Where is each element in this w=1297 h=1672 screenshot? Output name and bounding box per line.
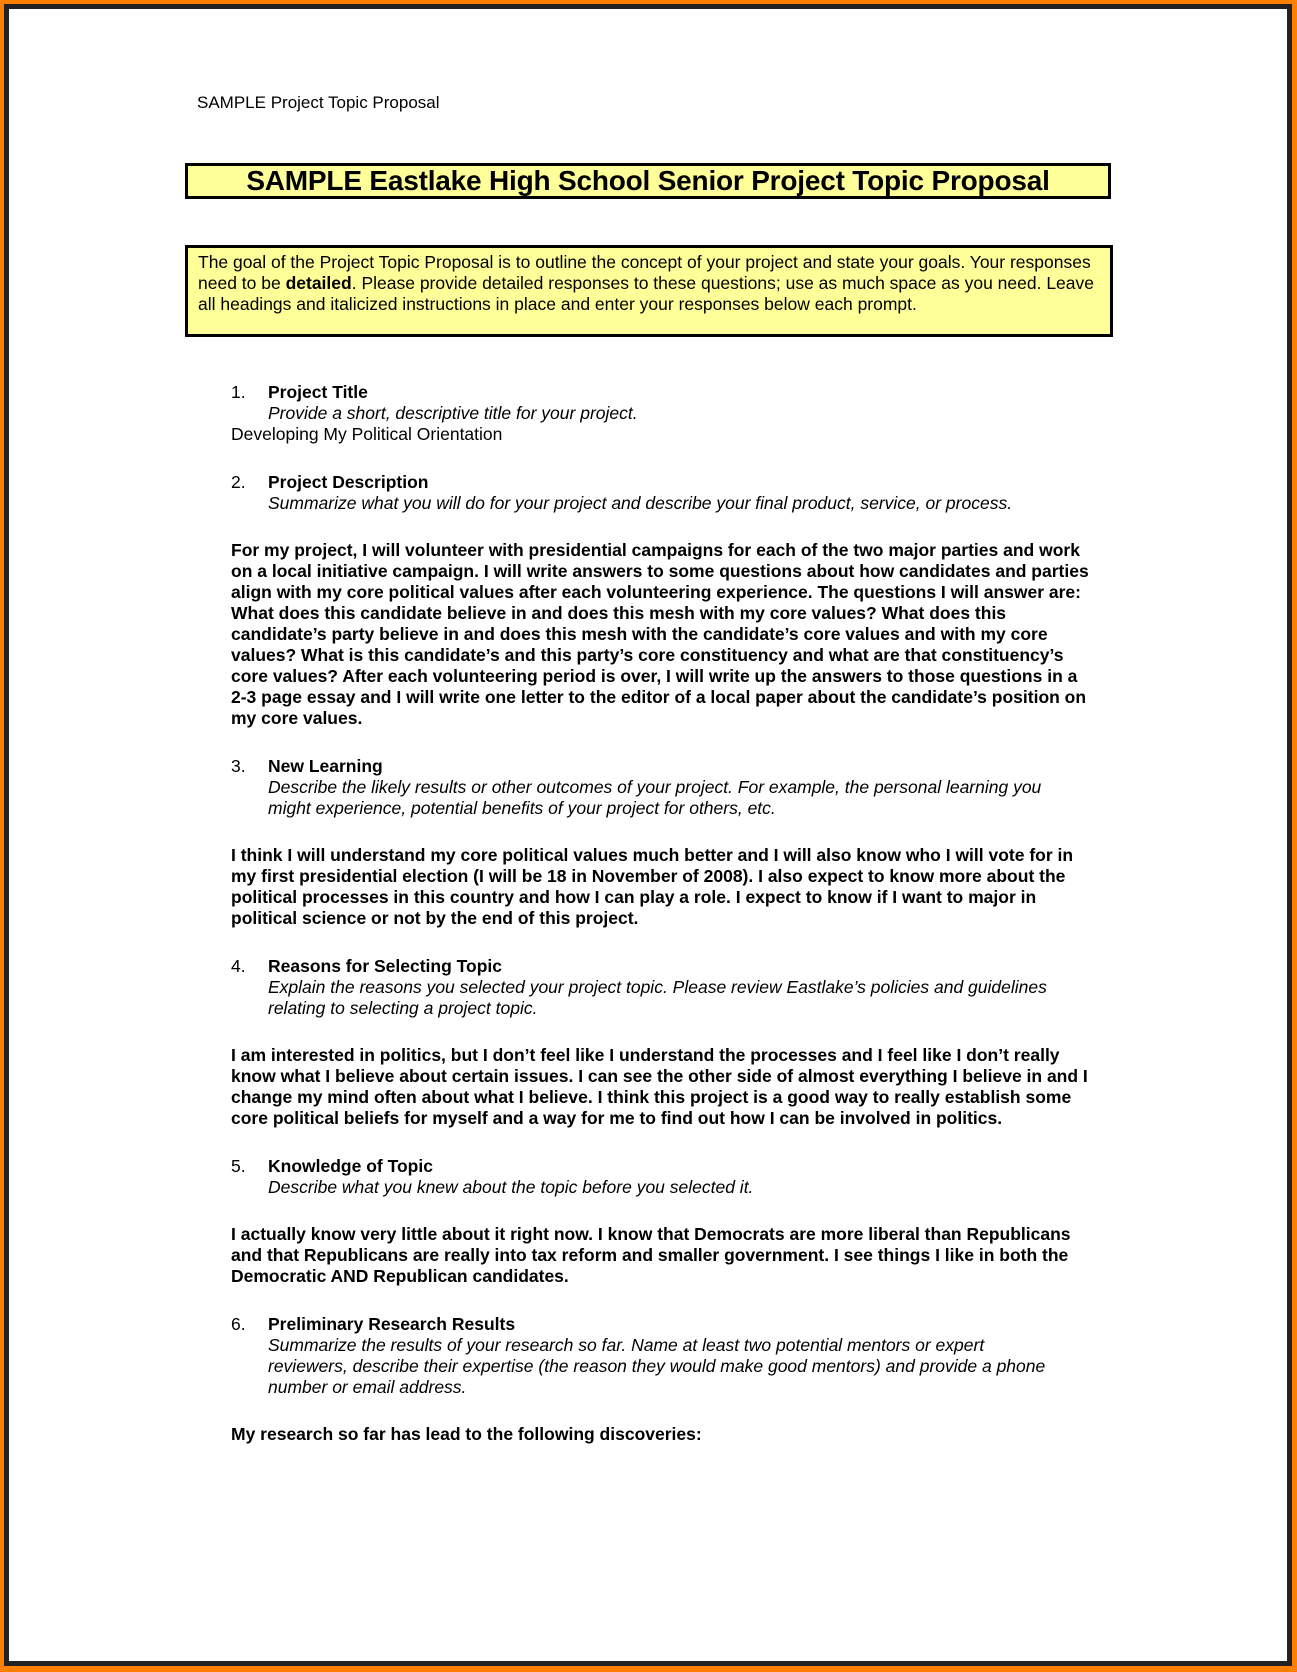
section-answer: I am interested in politics, but I don’t feel like I understand the processes and I feel like I don’t really know what I believe about certain issues. I can see the other side of almost everything I believe in and I change my mind often about what I believe. I think this project is a good way to really establish some core political beliefs for myself and a way for me to find out how I can be involved in politics. bbox=[231, 1045, 1088, 1128]
section-instruction: Describe the likely results or other outcomes of your project. For example, the personal learning you might experience, potential benefits of your project for others, etc. bbox=[268, 777, 1042, 818]
section-heading bbox=[231, 756, 1111, 777]
spacer bbox=[231, 1129, 1111, 1156]
section-reasons-for-selecting-topic bbox=[231, 956, 1111, 1129]
section-heading bbox=[231, 1314, 1111, 1335]
spacer bbox=[231, 1198, 1111, 1224]
document-title: SAMPLE Eastlake High School Senior Project Topic Proposal bbox=[185, 163, 1111, 199]
section-title: Preliminary Research Results bbox=[268, 1314, 516, 1334]
section-number: 4. bbox=[231, 956, 246, 976]
intro-text-part2: . Please provide detailed responses to these questions; use as much space as you need. Leave all headings and italicized instructions in place and enter your responses below each prompt. bbox=[198, 273, 1094, 314]
document-frame bbox=[4, 4, 1292, 1666]
spacer bbox=[231, 729, 1111, 756]
spacer bbox=[231, 445, 1111, 472]
section-answer: I actually know very little about it right now. I know that Democrats are more liberal than Republicans and that Republicans are really into tax reform and smaller government. I see things I like in both the Democratic AND Republican candidates. bbox=[231, 1224, 1071, 1286]
section-instruction: Summarize what you will do for your project and describe your final product, service, or process. bbox=[268, 493, 1013, 513]
section-number: 2. bbox=[231, 472, 246, 492]
section-title: New Learning bbox=[268, 756, 383, 776]
section-instruction: Provide a short, descriptive title for your project. bbox=[268, 403, 638, 423]
section-title: Knowledge of Topic bbox=[268, 1156, 433, 1176]
spacer bbox=[231, 819, 1111, 845]
section-new-learning bbox=[231, 756, 1111, 929]
spacer bbox=[231, 1287, 1111, 1314]
section-heading bbox=[231, 956, 1111, 977]
section-answer: Developing My Political Orientation bbox=[231, 424, 503, 444]
section-project-description bbox=[231, 472, 1111, 729]
document-page bbox=[9, 9, 1287, 1661]
section-knowledge-of-topic bbox=[231, 1156, 1111, 1287]
section-title: Project Description bbox=[268, 472, 429, 492]
intro-text-bold: detailed bbox=[285, 273, 352, 293]
section-number: 6. bbox=[231, 1314, 246, 1334]
section-heading bbox=[231, 472, 1111, 493]
section-instruction: Explain the reasons you selected your project topic. Please review Eastlake’s policies and guidelines relating to selecting a project topic. bbox=[268, 977, 1047, 1018]
spacer bbox=[231, 1019, 1111, 1045]
sections-list bbox=[231, 382, 1111, 1445]
document-header-label: SAMPLE Project Topic Proposal bbox=[197, 93, 440, 112]
section-preliminary-research-results bbox=[231, 1314, 1111, 1445]
spacer bbox=[231, 1398, 1111, 1424]
section-answer: My research so far has lead to the following discoveries: bbox=[231, 1424, 702, 1444]
section-heading bbox=[231, 382, 1111, 403]
intro-text-part1: The goal of the Project Topic Proposal is to outline the concept of your project and state your goals. Your responses need to be bbox=[198, 252, 1091, 293]
spacer bbox=[231, 929, 1111, 956]
section-number: 1. bbox=[231, 382, 246, 402]
spacer bbox=[231, 514, 1111, 540]
intro-instructions-box bbox=[185, 245, 1113, 337]
section-heading bbox=[231, 1156, 1111, 1177]
section-instruction: Describe what you knew about the topic before you selected it. bbox=[268, 1177, 754, 1197]
section-answer: For my project, I will volunteer with presidential campaigns for each of the two major parties and work on a local initiative campaign. I will write answers to some questions about how candidates and parties align with my core political values after each volunteering experience. The questions I will answer are: What does this candidate believe in and does this mesh with my core values? What does this candidate’s party believe in and does this mesh with the candidate’s core values and with my core values? What is this candidate’s and this party’s core constituency and what are that constituency’s core values? After each volunteering period is over, I will write up the answers to those questions in a 2-3 page essay and I will write one letter to the editor of a local paper about the candidate’s position on my core values. bbox=[231, 540, 1089, 728]
section-title: Project Title bbox=[268, 382, 368, 402]
section-instruction: Summarize the results of your research so far. Name at least two potential mentors or expert reviewers, describe their expertise (the reason they would make good mentors) and provide a phone number or email address. bbox=[268, 1335, 1046, 1397]
section-number: 5. bbox=[231, 1156, 246, 1176]
section-project-title bbox=[231, 382, 1111, 445]
section-title: Reasons for Selecting Topic bbox=[268, 956, 503, 976]
section-number: 3. bbox=[231, 756, 246, 776]
section-answer: I think I will understand my core political values much better and I will also know who I will vote for in my first presidential election (I will be 18 in November of 2008). I also expect to know more about the political processes in this country and how I can play a role. I expect to know if I want to major in political science or not by the end of this project. bbox=[231, 845, 1074, 928]
